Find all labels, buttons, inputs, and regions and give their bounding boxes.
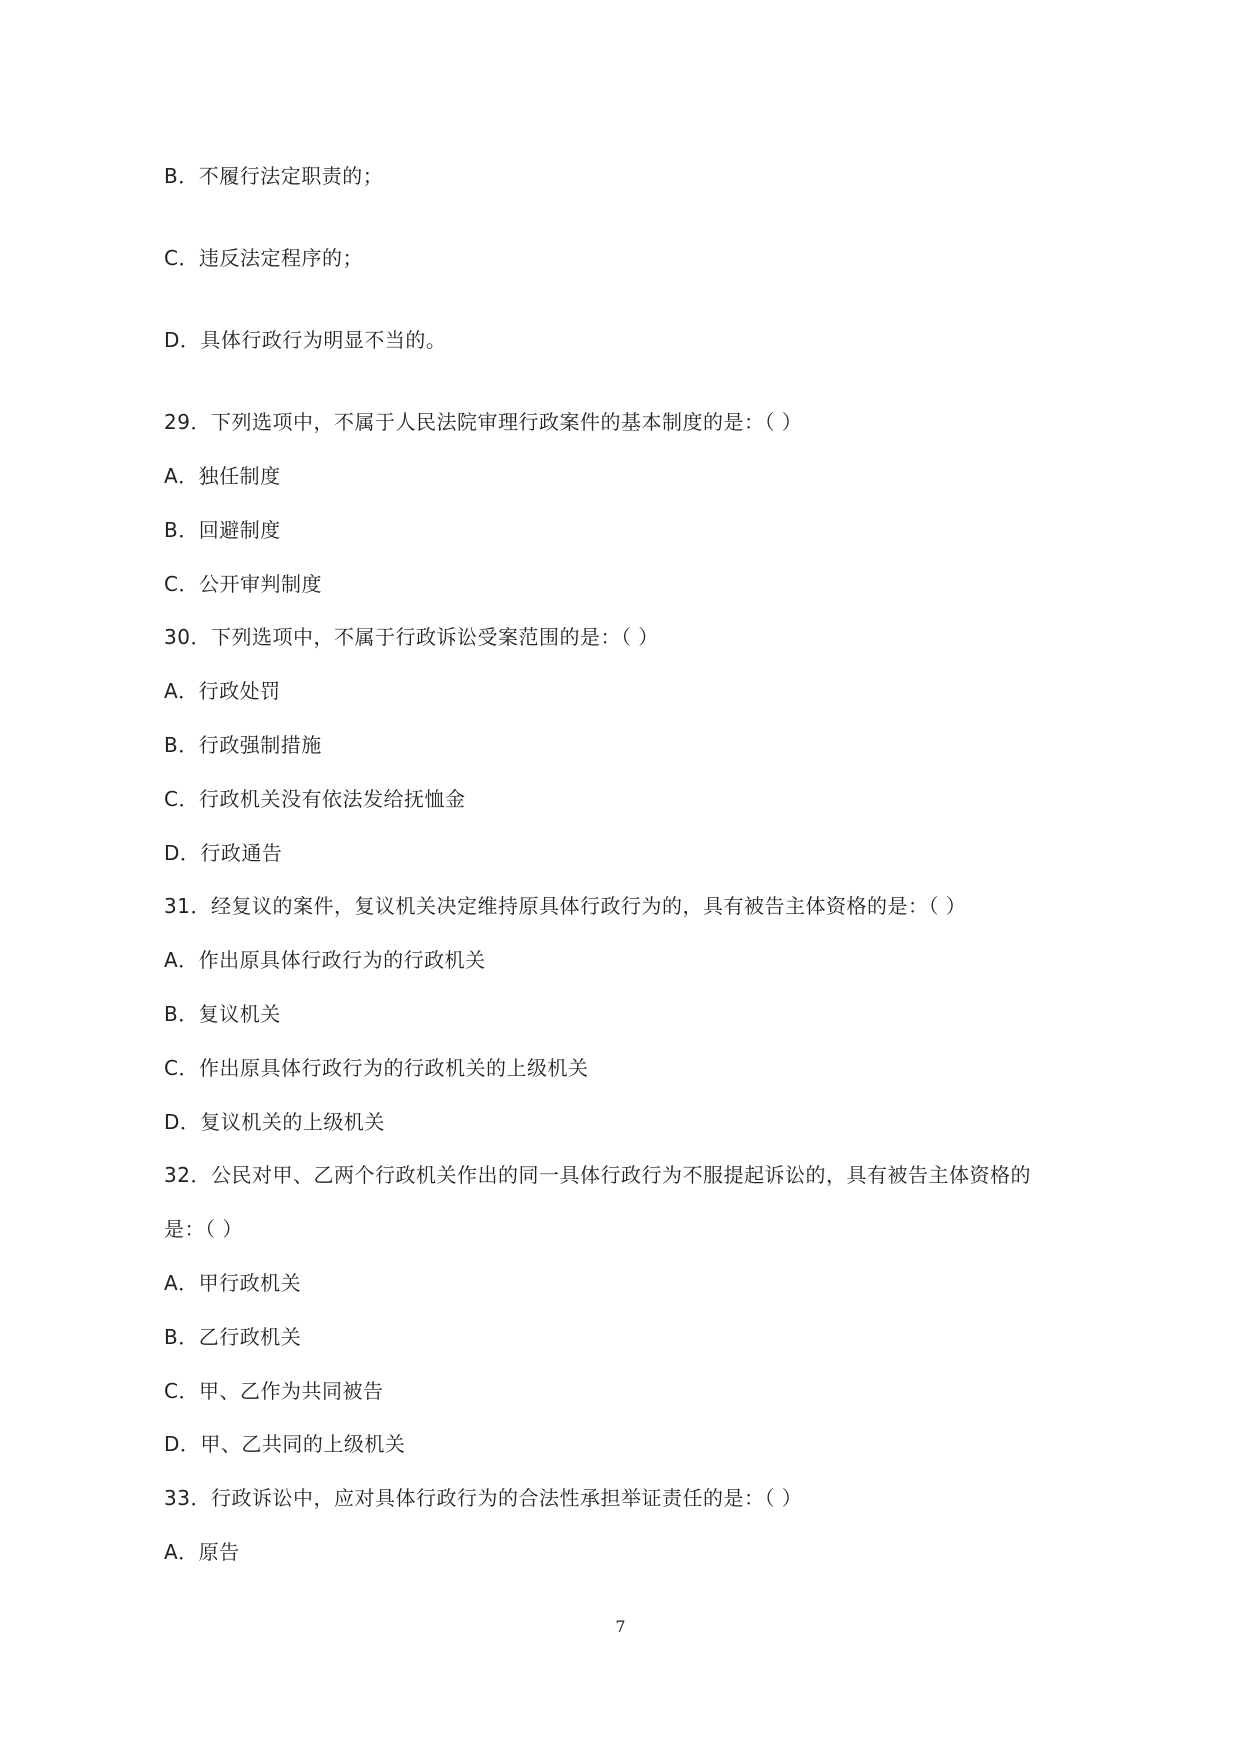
page-number: 7 xyxy=(615,1617,626,1636)
question-30: 30．下列选项中，不属于行政诉讼受案范围的是：（ ） xyxy=(164,625,659,649)
q29-option-b: B．回避制度 xyxy=(164,518,281,542)
q31-option-b: B．复议机关 xyxy=(164,1002,281,1026)
question-29: 29．下列选项中，不属于人民法院审理行政案件的基本制度的是：（ ） xyxy=(164,410,803,434)
q31-option-d: D．复议机关的上级机关 xyxy=(164,1110,385,1134)
option-c-line: C．违反法定程序的； xyxy=(164,246,363,270)
option-b-line: B．不履行法定职责的； xyxy=(164,164,384,188)
question-32: 32．公民对甲、乙两个行政机关作出的同一具体行政行为不服提起诉讼的，具有被告主体资格的 xyxy=(164,1163,1031,1187)
q32-option-b: B．乙行政机关 xyxy=(164,1325,302,1349)
q30-option-b: B．行政强制措施 xyxy=(164,733,322,757)
q31-option-a: A．作出原具体行政行为的行政机关 xyxy=(164,948,486,972)
q32-option-c: C．甲、乙作为共同被告 xyxy=(164,1379,384,1403)
q29-option-a: A．独任制度 xyxy=(164,464,281,488)
q31-option-c: C．作出原具体行政行为的行政机关的上级机关 xyxy=(164,1056,589,1080)
q30-option-c: C．行政机关没有依法发给抚恤金 xyxy=(164,787,466,811)
q29-option-c: C．公开审判制度 xyxy=(164,572,322,596)
question-32-continued: 是：（ ） xyxy=(164,1217,243,1241)
question-33: 33．行政诉讼中，应对具体行政行为的合法性承担举证责任的是：（ ） xyxy=(164,1486,803,1510)
q33-option-a: A．原告 xyxy=(164,1540,240,1564)
option-d-line: D．具体行政行为明显不当的。 xyxy=(164,328,447,352)
q32-option-d: D．甲、乙共同的上级机关 xyxy=(164,1432,406,1456)
q32-option-a: A．甲行政机关 xyxy=(164,1271,302,1295)
q30-option-a: A．行政处罚 xyxy=(164,679,281,703)
q30-option-d: D．行政通告 xyxy=(164,841,283,865)
question-31: 31．经复议的案件，复议机关决定维持原具体行政行为的，具有被告主体资格的是：（ ） xyxy=(164,894,967,918)
